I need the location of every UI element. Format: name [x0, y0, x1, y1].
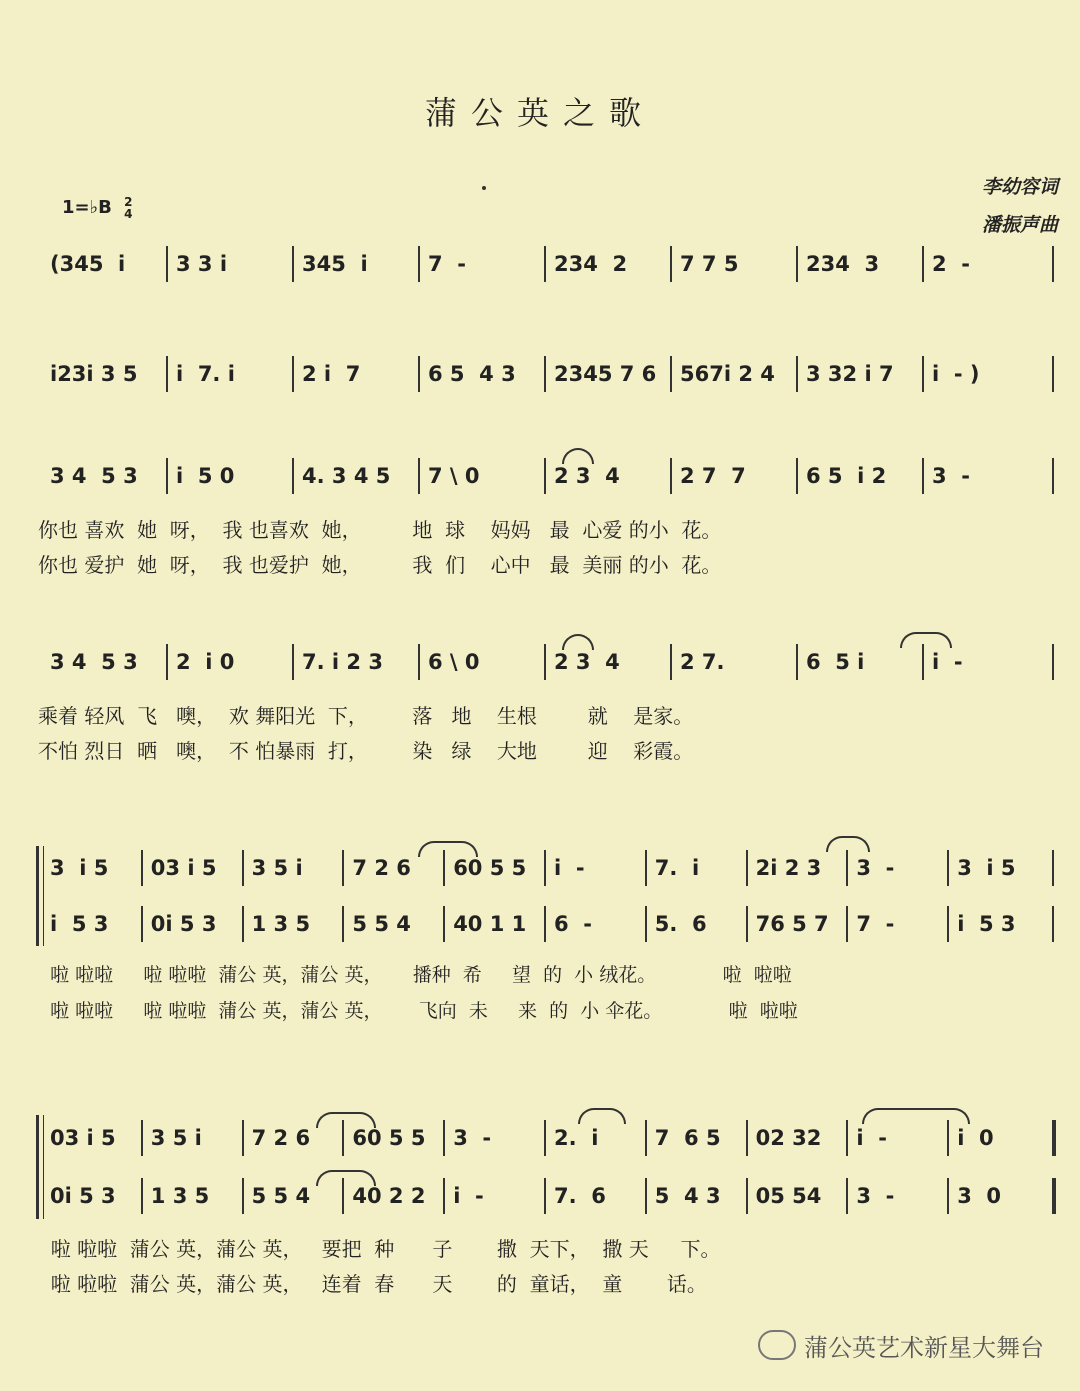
measure: 7 \ 0 — [428, 464, 480, 488]
bar-line — [846, 850, 848, 886]
measure: 2 7. — [680, 650, 725, 674]
bar-line — [947, 1120, 949, 1156]
measure: 7 2 6 — [352, 856, 411, 880]
measure: 2345 7 6 — [554, 362, 657, 386]
bar-line — [922, 458, 924, 494]
measure: 3 - — [453, 1126, 492, 1150]
time-bottom: 4 — [124, 207, 133, 221]
bar-line — [922, 644, 924, 680]
bar-line — [796, 458, 798, 494]
time-top: 2 — [124, 195, 133, 209]
measure: 7 - — [428, 252, 466, 276]
lyric-line: 乘着 轻风 飞 噢， 欢 舞阳光 下， 落 地 生根 就 是家。 — [38, 704, 694, 728]
bar-line — [544, 246, 546, 282]
bar-line — [645, 1178, 647, 1214]
bar-line — [922, 246, 924, 282]
bar-line — [292, 246, 294, 282]
measure: 0i 5 3 — [50, 1184, 116, 1208]
bar-line — [443, 1178, 445, 1214]
bar-line — [342, 850, 344, 886]
end-bar-line — [1052, 246, 1054, 282]
bar-line — [645, 1120, 647, 1156]
measure: 234 3 — [806, 252, 880, 276]
measure: 3 - — [932, 464, 970, 488]
bar-line — [947, 1178, 949, 1214]
notation-row — [0, 848, 1080, 888]
bar-line — [922, 356, 924, 392]
measure: 6 \ 0 — [428, 650, 480, 674]
measure: (345 i — [50, 252, 126, 276]
measure: 7 - — [856, 912, 895, 936]
measure: 4. 3 4 5 — [302, 464, 391, 488]
bar-line — [342, 1178, 344, 1214]
bar-line — [141, 1178, 143, 1214]
bar-line — [242, 1120, 244, 1156]
measure: 7. 6 — [554, 1184, 606, 1208]
measure: 40 2 2 — [352, 1184, 426, 1208]
bar-line — [292, 356, 294, 392]
bar-line — [947, 906, 949, 942]
measure: i 5 3 — [957, 912, 1016, 936]
bar-line — [544, 850, 546, 886]
measure: 5 4 3 — [654, 1184, 721, 1208]
measure: 6 5 4 3 — [428, 362, 516, 386]
bar-line — [544, 356, 546, 392]
bar-line — [544, 906, 546, 942]
bar-line — [544, 458, 546, 494]
bar-line — [292, 458, 294, 494]
measure: i 5 3 — [50, 912, 109, 936]
measure: 60 5 5 — [453, 856, 527, 880]
bar-line — [166, 246, 168, 282]
measure: 03 i 5 — [150, 856, 217, 880]
measure: 60 5 5 — [352, 1126, 426, 1150]
measure: 05 54 — [755, 1184, 822, 1208]
bar-line — [670, 356, 672, 392]
notation-row — [0, 244, 1080, 284]
lyric-line: 啦 啦啦 蒲公 英，蒲公 英， 要把 种 子 撒 天下， 撒 天 下。 — [38, 1237, 721, 1261]
measure: i23i 3 5 — [50, 362, 138, 386]
measure: 40 1 1 — [453, 912, 527, 936]
measure: 2 - — [932, 252, 970, 276]
measure: 3 0 — [957, 1184, 1002, 1208]
bar-line — [141, 1120, 143, 1156]
measure: 3 - — [856, 1184, 895, 1208]
measure: 7 2 6 — [251, 1126, 311, 1150]
measure: 03 i 5 — [50, 1126, 116, 1150]
time-signature — [124, 196, 132, 220]
bar-line — [746, 1178, 748, 1214]
measure: 1 3 5 — [251, 912, 311, 936]
measure: 2 7 7 — [680, 464, 746, 488]
wechat-icon — [758, 1330, 796, 1360]
bar-line — [418, 458, 420, 494]
measure: 2. i — [554, 1126, 599, 1150]
end-bar-line — [1052, 356, 1054, 392]
measure: i 0 — [957, 1126, 994, 1150]
watermark — [804, 1328, 1044, 1363]
lyric-line: 啦 啦啦 蒲公 英，蒲公 英， 连着 春 天 的 童话， 童 话。 — [38, 1272, 707, 1296]
bar-line — [645, 850, 647, 886]
bar-line — [645, 906, 647, 942]
lyric-line: 你也 爱护 她 呀， 我 也爱护 她， 我 们 心中 最 美丽 的小 花。 — [38, 553, 722, 577]
key-text: 1=♭B — [62, 197, 112, 218]
measure: i - — [453, 1184, 484, 1208]
bar-line — [292, 644, 294, 680]
end-bar-line — [1052, 850, 1054, 886]
bar-line — [242, 1178, 244, 1214]
measure: 6 - — [554, 912, 592, 936]
measure: 5. 6 — [654, 912, 707, 936]
bar-line — [166, 458, 168, 494]
measure: 2 3 4 — [554, 464, 620, 488]
measure: 3 4 5 3 — [50, 650, 138, 674]
notation-row — [0, 1118, 1080, 1158]
measure: 3 i 5 — [957, 856, 1016, 880]
lyric-line: 啦 啦啦 啦 啦啦 蒲公 英，蒲公 英， 飞向 未 来 的 小 伞花。 啦 啦啦 — [38, 1000, 798, 1022]
bar-line — [141, 906, 143, 942]
measure: 2i 2 3 — [755, 856, 822, 880]
measure: 5 5 4 — [352, 912, 411, 936]
bar-line — [947, 850, 949, 886]
bar-line — [544, 1178, 546, 1214]
measure: i - — [932, 650, 963, 674]
end-bar-line — [1052, 458, 1054, 494]
bar-line — [846, 1120, 848, 1156]
notation-row — [0, 642, 1080, 682]
measure: 1 3 5 — [150, 1184, 210, 1208]
bar-line — [342, 1120, 344, 1156]
bar-line — [443, 1120, 445, 1156]
measure: i - — [856, 1126, 887, 1150]
lyric-line: 你也 喜欢 她 呀， 我 也喜欢 她， 地 球 妈妈 最 心爱 的小 花。 — [38, 518, 722, 542]
measure: 3 4 5 3 — [50, 464, 138, 488]
measure: i - ) — [932, 362, 980, 386]
measure: 6 5 i 2 — [806, 464, 887, 488]
bar-line — [796, 246, 798, 282]
watermark-text: 蒲公英艺术新星大舞台 — [804, 1334, 1044, 1362]
notation-row — [0, 904, 1080, 944]
lyricist-credit: 李幼容词 — [981, 176, 1058, 198]
measure: 3 - — [856, 856, 895, 880]
measure: 567i 2 4 — [680, 362, 775, 386]
bar-line — [166, 644, 168, 680]
bar-line — [746, 1120, 748, 1156]
bar-line — [242, 850, 244, 886]
measure: 345 i — [302, 252, 368, 276]
bar-line — [418, 644, 420, 680]
composer-credit: 潘振声曲 — [981, 214, 1058, 236]
bar-line — [670, 246, 672, 282]
end-bar-line — [1052, 906, 1054, 942]
measure: 3 i 5 — [50, 856, 109, 880]
bar-line — [418, 246, 420, 282]
song-title: 蒲公英之歌 — [424, 94, 655, 132]
bar-line — [242, 906, 244, 942]
ink-dot — [482, 186, 486, 190]
bar-line — [443, 906, 445, 942]
bar-line — [846, 906, 848, 942]
measure: 7 6 5 — [654, 1126, 721, 1150]
lyric-line: 啦 啦啦 啦 啦啦 蒲公 英，蒲公 英， 播种 希 望 的 小 绒花。 啦 啦啦 — [38, 964, 792, 986]
bar-line — [544, 1120, 546, 1156]
bar-line — [670, 458, 672, 494]
lyric-line: 不怕 烈日 晒 噢， 不 怕暴雨 打， 染 绿 大地 迎 彩霞。 — [38, 739, 694, 763]
key-signature — [62, 196, 132, 220]
bar-line — [418, 356, 420, 392]
measure: 76 5 7 — [755, 912, 829, 936]
measure: 3 5 i — [150, 1126, 202, 1150]
end-bar-line — [1052, 1178, 1056, 1214]
end-bar-line — [1052, 644, 1054, 680]
measure: 0i 5 3 — [150, 912, 217, 936]
measure: i - — [554, 856, 585, 880]
measure: 7 7 5 — [680, 252, 739, 276]
measure: i 7. i — [176, 362, 235, 386]
measure: i 5 0 — [176, 464, 235, 488]
measure: 7. i 2 3 — [302, 650, 383, 674]
bar-line — [746, 850, 748, 886]
notation-row — [0, 354, 1080, 394]
measure: 7. i — [654, 856, 700, 880]
bar-line — [166, 356, 168, 392]
notation-row — [0, 1176, 1080, 1216]
bar-line — [342, 906, 344, 942]
notation-row — [0, 456, 1080, 496]
measure: 2 i 0 — [176, 650, 235, 674]
bar-line — [746, 906, 748, 942]
bar-line — [670, 644, 672, 680]
measure: 6 5 i — [806, 650, 865, 674]
bar-line — [796, 644, 798, 680]
end-bar-line — [1052, 1120, 1056, 1156]
measure: 3 32 i 7 — [806, 362, 894, 386]
measure: 3 5 i — [251, 856, 303, 880]
measure: 2 i 7 — [302, 362, 361, 386]
measure: 3 3 i — [176, 252, 228, 276]
measure: 2 3 4 — [554, 650, 620, 674]
measure: 234 2 — [554, 252, 628, 276]
measure: 02 32 — [755, 1126, 822, 1150]
bar-line — [141, 850, 143, 886]
bar-line — [544, 644, 546, 680]
bar-line — [796, 356, 798, 392]
measure: 5 5 4 — [251, 1184, 311, 1208]
bar-line — [443, 850, 445, 886]
bar-line — [846, 1178, 848, 1214]
